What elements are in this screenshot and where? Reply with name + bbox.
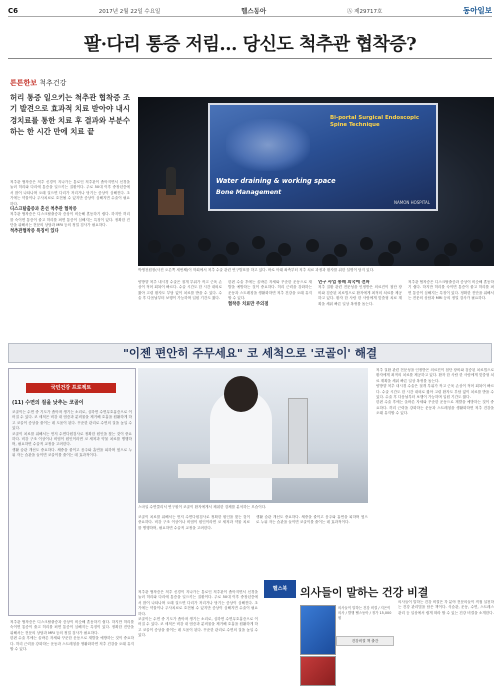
column-text: 척추관 협착증은 디스크탈출증과 증상이 비슷해 혼동하기 쉽다. 하지만 허리를 숙이면 통증이 줄고 허리를 펴면 통증이 심해지는 특징이 있다. 정확한 진단을 위해서는 전문의 상담과 MRI 등의 정밀 검사가 필요하다.: [408, 280, 494, 301]
article-column-4: [318, 280, 402, 338]
column-text: 한편 수술 후에는 올바른 자세와 꾸준한 운동으로 재발을 예방하는 것이 중요하다. 허리 근력을 강화하는 운동과 스트레칭을 생활화하면 척추 건강을 오래 유지할 수 있다.: [376, 400, 494, 416]
article-column-2: [138, 280, 222, 338]
snoring-column-2: [256, 515, 368, 575]
snoring-headline: "이젠 편안히 주무세요" 코 세척으로 '코골이' 해결: [8, 343, 492, 363]
health-book-tag: 헬스북: [264, 580, 296, 598]
conference-photo: [138, 97, 494, 266]
slide-subtitle-2: Bone Management: [216, 189, 282, 196]
sidebox-title: (11) 수면의 질을 낮추는 코골이: [12, 400, 84, 406]
bottom-column: [138, 590, 258, 686]
snoring-column-1: [138, 515, 250, 585]
column-text: 코골이 치료를 위해서는 먼저 수면다원검사로 정확한 원인을 찾는 것이 중요하다. 비강 구조 이상이나 비염이 원인이라면 코 세척과 약물 치료를 병행하며, 필요하면 수술적 교정을 고려한다.: [138, 515, 250, 530]
column-text: 한편 수술 후에는 올바른 자세와 꾸준한 운동으로 재발을 예방하는 것이 중요하다. 허리 근력을 강화하는 운동과 스트레칭을 생활화하면 척추 건강을 오래 유지할 수 있다.: [228, 280, 312, 301]
column-text: 척추관 협착증은 디스크탈출증과 증상이 비슷해 혼동하기 쉽다. 하지만 허리를 숙이면 통증이 줄고 허리를 펴면 통증이 심해지는 특징이 있다. 정확한 진단을 위해서는 전문의 상담과 MRI 등의 정밀 검사가 필요하다.: [10, 212, 130, 228]
speaker-figure: [166, 167, 176, 195]
column-text: 척추 질환 관련 전문성을 인정받은 의료진이 첨단 장비와 검증된 치료법으로 환자에게 최적의 치료를 제공하고 있다. 환자 한 사람 한 사람에게 맞춤형 치료 계획을 세워 빠른 일상 복귀를 돕는다.: [376, 368, 494, 383]
column-text: 척추 질환 관련 전문성을 인정받은 의료진이 첨단 장비와 검증된 치료법으로 환자에게 최적의 치료를 제공하고 있다. 환자 한 사람 한 사람에게 맞춤형 치료 계획을 세워 빠른 일상 복귀를 돕는다.: [318, 285, 402, 306]
headline-divider: [8, 58, 492, 59]
column-text: 의사들이 말하는 건강 비결은 각 분야 전문의들이 직접 실천하는 건강 관리법을 담은 책이다. 식습관, 운동, 수면, 스트레스 관리 등 일상에서 쉽게 따라 할 수 있는 건강 비결을 소개한다.: [398, 600, 494, 615]
page-number: C6: [8, 6, 19, 15]
byline-role: 척추건강: [39, 79, 67, 87]
article-column-5: [408, 280, 494, 338]
column-text: 척추관 협착증은 척추 신경이 지나가는 통로인 척추관이 좁아지면서 신경을 눌러 허리와 다리에 통증을 일으키는 질환이다. 주로 50대 이후 중장년층에서 많이 나타나며 오래 걸으면 다리가 저리거나 당기는 증상이 심해진다. 초기에는 약물이나 주사치료로 호전될 수 있지만 증상이 심해지면 수술이 필요하다.: [10, 180, 130, 206]
main-photo-caption: 박생천원장(사진 오른쪽 세번째)이 학회에서 척추 수술 관련 연구발표를 하고 있다. 바로 아래 좌측부터 척추 치료 과정과 환자를 위한 설명이 담겨 있다.: [138, 268, 375, 272]
audience: [138, 210, 494, 266]
hospital-brand: NAMON HOSPITAL: [394, 200, 430, 205]
issue-date: 2017년 2월 22일 수요일: [98, 8, 161, 15]
column-subhead: 협착증 치료만 주의점: [228, 301, 269, 307]
sidebox-body: [12, 410, 132, 610]
lab-photo: [138, 368, 368, 503]
section-name: 헬스동아: [241, 7, 267, 15]
publication-logo: 동아일보: [463, 6, 492, 15]
snoring-column-3: [376, 368, 494, 578]
lab-tray: [178, 464, 338, 478]
project-badge: 국민건강 프로젝트: [26, 383, 116, 393]
book-section-title: 의사들이 말하는 건강 비결: [300, 586, 429, 599]
column-text: 코골이는 수면 중 기도가 좁아져 생기는 소리로, 심하면 수면무호흡증으로 이어질 수 있다. 코 세척은 비강 내 염증과 분비물을 제거해 호흡을 원활하게 하고 코골이 증상을 줄이는 데 도움이 된다. 꾸준한 관리로 수면의 질을 높일 수 있다.: [12, 410, 132, 431]
book-column: [398, 600, 494, 686]
issue-code: Ⓐ 제29717호: [346, 8, 383, 15]
projection-screen: [208, 103, 438, 211]
book-cover-2: [300, 656, 336, 686]
article-column-3: [228, 280, 312, 338]
column-subhead: 디스크탈출증과 혼선 척추관 협착증: [10, 207, 77, 213]
column-subhead: 척추관협착증 특징이 있다: [10, 228, 59, 234]
column-text: 코골이는 수면 중 기도가 좁아져 생기는 소리로, 심하면 수면무호흡증으로 이어질 수 있다. 코 세척은 비강 내 염증과 분비물을 제거해 호흡을 원활하게 하고 코골이 증상을 줄이는 데 도움이 된다. 꾸준한 관리로 수면의 질을 높일 수 있다.: [138, 617, 258, 638]
bottom-left-column: [10, 620, 134, 686]
column-text: 양방향 척추 내시경 수술은 절개 부위가 작고 근육 손상이 적어 회복이 빠르다. 수술 시간도 한 시간 내외로 짧아 고령 환자도 부담 없이 치료를 받을 수 있다. 수술 후 다음날부터 보행이 가능하며 입원 기간도 짧다.: [376, 384, 494, 400]
article-column-1: [10, 180, 130, 340]
column-text: 양방향 척추 내시경 수술은 절개 부위가 작고 근육 손상이 적어 회복이 빠르다. 수술 시간도 한 시간 내외로 짧아 고령 환자도 부담 없이 치료를 받을 수 있다. 수술 후 다음날부터 보행이 가능하며 입원 기간도 짧다.: [138, 280, 222, 301]
spine-image: [226, 119, 310, 171]
book-sticker: 건강비결 책 출간: [336, 636, 394, 646]
main-headline: 팔·다리 통증 저림… 당신도 척추관 협착증?: [83, 34, 417, 55]
column-text: 척추관 협착증은 척추 신경이 지나가는 통로인 척추관이 좁아지면서 신경을 눌러 허리와 다리에 통증을 일으키는 질환이다. 주로 50대 이후 중장년층에서 많이 나타나며 오래 걸으면 다리가 저리거나 당기는 증상이 심해진다. 초기에는 약물이나 주사치료로 호전될 수 있지만 증상이 심해지면 수술이 필요하다.: [138, 590, 258, 616]
slide-title: Bi-portal Surgical Endoscopic Spine Technique: [330, 115, 420, 128]
article-lede: 허리 통증 일으키는 척추관 협착증 조기 발견으로 효과적 치료 받아야 내시경치료를 통한 치료 후 결과와 부분수하는 한 시간 만에 치료 끝: [10, 93, 130, 137]
column-text: 한편 수술 후에는 올바른 자세와 꾸준한 운동으로 재발을 예방하는 것이 중요하다. 허리 근력을 강화하는 운동과 스트레칭을 생활화하면 척추 건강을 오래 유지할 수 있다.: [10, 636, 134, 652]
column-text: 척추관 협착증은 디스크탈출증과 증상이 비슷해 혼동하기 쉽다. 하지만 허리를 숙이면 통증이 줄고 허리를 펴면 통증이 심해지는 특징이 있다. 정확한 진단을 위해서는 전문의 상담과 MRI 등의 정밀 검사가 필요하다.: [10, 620, 134, 635]
byline-name: 튼튼한보: [10, 79, 38, 87]
lab-equipment: [288, 398, 308, 468]
column-text: 생활 습관 개선도 중요하다. 체중을 줄이고 음주와 흡연을 피하며 옆으로 누워 자는 습관을 들이면 코골이를 줄이는 데 효과적이다.: [256, 515, 368, 525]
slide-subtitle: Water draining & working space: [216, 177, 336, 185]
book-info: 의사들이 말하는 건강 비결 / 지은이 의사 / 발행 헬스동아 / 정가 15,000원: [338, 606, 392, 620]
lab-photo-caption: 스마일 수면클리닉 연구원이 코골이 환자에게서 채취한 검체를 분석하는 모습이다.: [138, 505, 267, 509]
page-header: [8, 5, 492, 17]
column-text: 생활 습관 개선도 중요하다. 체중을 줄이고 음주와 흡연을 피하며 옆으로 누워 자는 습관을 들이면 코골이를 줄이는 데 효과적이다.: [12, 447, 132, 458]
byline: [10, 78, 66, 88]
column-subhead: 연구 사업 통해 외국에 전파: [318, 280, 370, 285]
book-cover: [300, 605, 336, 655]
researcher-head: [224, 376, 258, 412]
column-text: 코골이 치료를 위해서는 먼저 수면다원검사로 정확한 원인을 찾는 것이 중요하다. 비강 구조 이상이나 비염이 원인이라면 코 세척과 약물 치료를 병행하며, 필요하면 수술적 교정을 고려한다.: [12, 431, 132, 447]
